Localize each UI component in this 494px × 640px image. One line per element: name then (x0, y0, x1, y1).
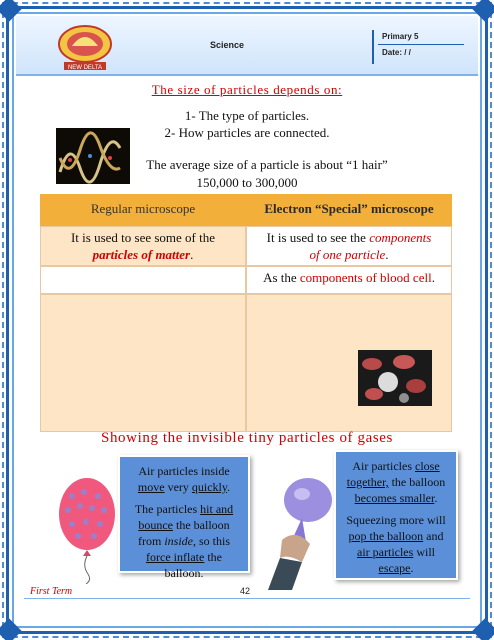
card-text-move: Air particles inside move very quickly. (137, 464, 231, 494)
callout-card-squeeze (334, 450, 458, 580)
footer-term: First Term (30, 586, 73, 597)
grade-label: Primary 5 (382, 32, 419, 41)
squeezed-balloon-image (262, 470, 342, 590)
page-title: The size of particles depends on: (151, 82, 343, 97)
table-cell-electron-use: It is used to see the components of one particle. (246, 226, 452, 266)
card-text-bounce: The particles hit and bounce the balloon from inside, so this force inflate the balloon. (134, 502, 234, 580)
grade-date-box (372, 30, 464, 64)
date-label: Date: / / (382, 48, 411, 57)
balloon-particles-image (52, 474, 122, 584)
school-logo (50, 22, 120, 72)
grade-divider (378, 44, 464, 45)
table-header-electron: Electron “Special” microscope (246, 194, 452, 226)
size-range: 150,000 to 300,000 (196, 175, 298, 190)
table-cell-electron-example: As the components of blood cell. (246, 266, 452, 294)
card-text-close: Air particles close together, the balloon becomes smaller. (346, 459, 446, 505)
table-cell-regular-use: It is used to see some of the particles of matter. (40, 226, 246, 266)
page-number: 42 (240, 586, 251, 596)
factor-2: 2- How particles are connected. (164, 125, 330, 140)
factor-1: 1- The type of particles. (184, 108, 310, 123)
logo-text: NEW DELTA (67, 65, 103, 71)
card-text-pop: Squeezing more will pop the balloon and air particles will escape. (346, 513, 446, 575)
blood-cells-image (358, 350, 432, 406)
callout-card-inflate (118, 455, 250, 580)
table-cell-image-area (40, 294, 246, 432)
subject-label: Science (210, 40, 245, 50)
footer-divider (24, 598, 470, 599)
table-cell-empty (40, 266, 246, 294)
gas-section-title: Showing the invisible tiny particles of gases (101, 430, 393, 446)
table-header-regular: Regular microscope (40, 194, 246, 226)
size-note: The average size of a particle is about “1 hair” (146, 157, 388, 172)
